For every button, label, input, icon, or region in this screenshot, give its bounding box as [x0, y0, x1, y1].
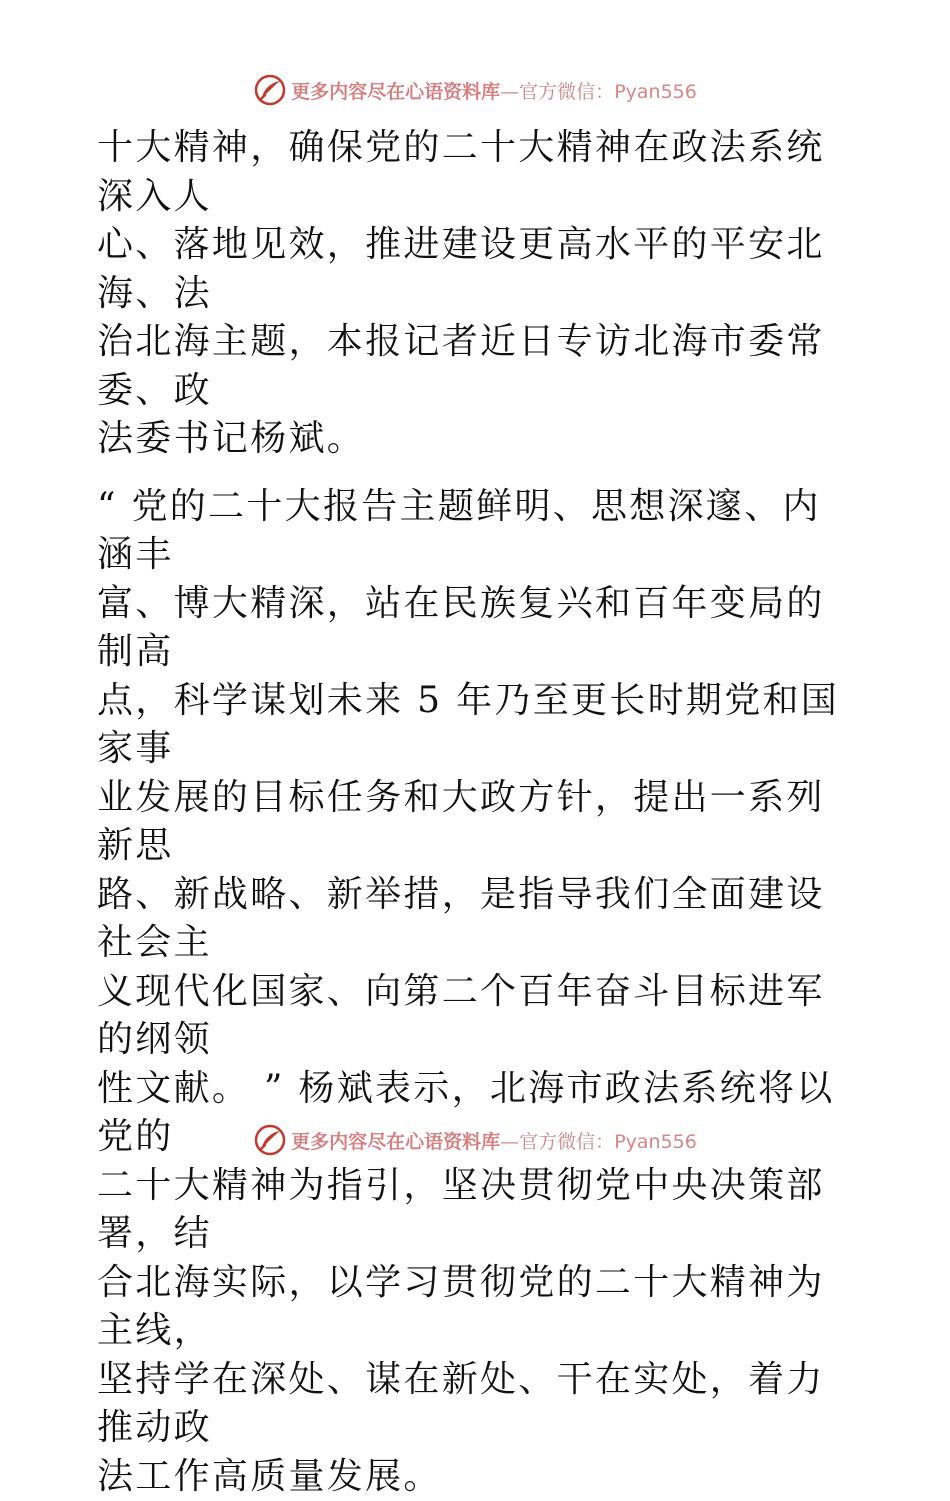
header-watermark-separator: —: [500, 81, 519, 103]
red-pen-logo-icon: [253, 73, 287, 107]
footer-watermark-code: Pyan556: [614, 1131, 697, 1153]
header-watermark-code: Pyan556: [614, 81, 697, 103]
document-body: [97, 124, 855, 1501]
footer-watermark-banner: [0, 1120, 950, 1160]
header-watermark-wechat: 官方微信：: [519, 81, 614, 103]
header-watermark-text: [291, 77, 697, 104]
footer-watermark-separator: —: [500, 1131, 519, 1153]
footer-watermark-text: [291, 1127, 697, 1154]
footer-watermark-wechat: 官方微信：: [519, 1131, 614, 1153]
footer-watermark-main: 更多内容尽在心语资料库: [291, 1131, 500, 1153]
red-pen-logo-icon: [253, 1123, 287, 1157]
body-paragraph-1: 十大精神，确保党的二十大精神在政法系统深入人 心、落地见效，推进建设更高水平的平安北海、法 治北海主题，本报记者近日专访北海市委常委、政 法委书记杨斌。: [97, 124, 855, 464]
header-watermark-banner: [0, 70, 950, 110]
header-watermark-main: 更多内容尽在心语资料库: [291, 81, 500, 103]
body-paragraph-2: “ 党的二十大报告主题鲜明、思想深邃、内涵丰 富、博大精深，站在民族复兴和百年变局的制高 点，科学谋划未来 5 年乃至更长时期党和国家事 业发展的目标任务和大政方针，提出一系列新思 路、新战略、新举措，是指导我们全面建设社会主 义现代化国家、向第二个百年奋斗目标进军的纲领 性文献。 ” 杨斌表示，北海市政法系统将以党的 二十大精神为指引，坚决贯彻党中央决策部署，结 合北海实际，以学习贯彻党的二十大精神为主线， 坚持学在深处、谋在新处、干在实处，着力推动政 法工作高质量发展。: [97, 483, 855, 1501]
